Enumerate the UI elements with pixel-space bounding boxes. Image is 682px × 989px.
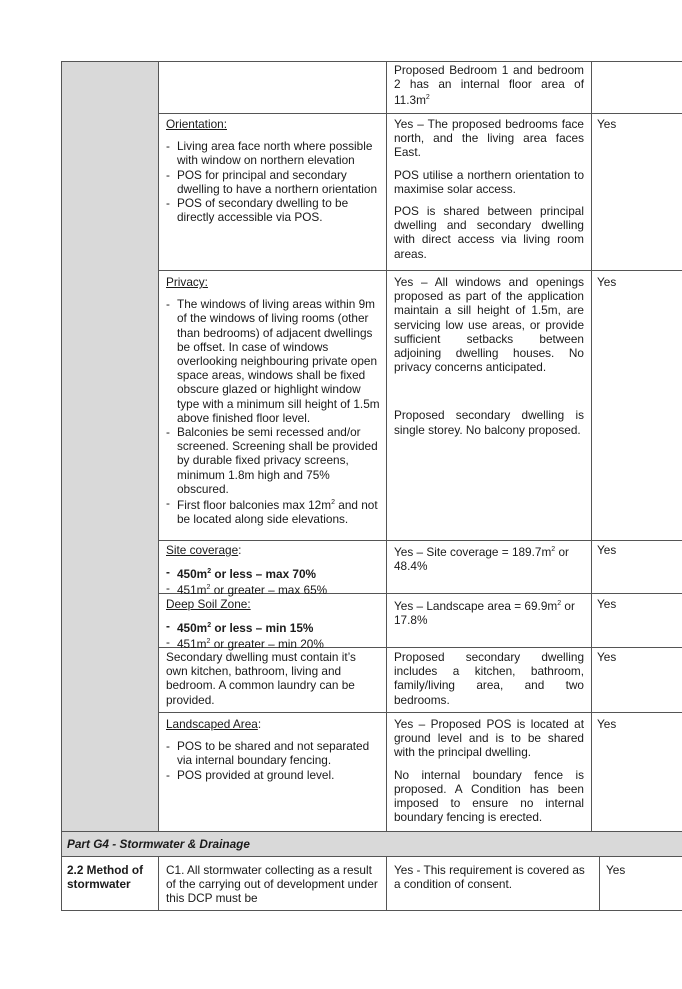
- list-item: - $451m^2$ or greater – min 20%: [166, 635, 382, 651]
- stormwater-control: C1. All stormwater collecting as a result of the carrying out of development under this DCP must be: [166, 863, 378, 906]
- list-item: - POS of secondary dwelling to be directly accessible via POS.: [166, 196, 382, 224]
- list-item: - $451m^2$ or greater – max 65%: [166, 581, 382, 597]
- grid-line: [386, 61, 387, 831]
- grid-line: [386, 856, 387, 911]
- orientation-comment: Yes – The proposed bedrooms face north, and the living area faces East. POS utilise a northern orientation to maximise solar access. POS is shared between principal dwelling and secondary dwelling with direct access via living room areas.: [394, 117, 584, 261]
- site-coverage-list: [166, 565, 382, 597]
- orientation-complies: Yes: [597, 117, 617, 131]
- privacy-list: [166, 297, 382, 526]
- deep-soil-list: [166, 619, 382, 651]
- secondary-comment: Proposed secondary dwelling includes a kitchen, bathroom, family/living area, and two bedrooms.: [394, 650, 584, 707]
- privacy-control: [166, 275, 382, 526]
- grid-line: [158, 856, 159, 911]
- grid-line: [158, 712, 682, 713]
- list-item: - The windows of living areas within 9m of the windows of living rooms (other than bedrooms) of adjacent dwellings be offset. In case of windows overlooking neighbouring private open space areas, windows shall be fixed obscure glazed or highlight window type with a minimum sill height of 1.5m above finished floor level.: [166, 297, 382, 425]
- grid-line: [158, 540, 682, 541]
- site-coverage-comment: Yes – Site coverage = $189.7m^2$ or 48.4%: [394, 544, 569, 574]
- list-item: - POS to be shared and not separated via internal boundary fencing.: [166, 739, 382, 767]
- deep-soil-control: [166, 597, 382, 651]
- grid-line: [158, 113, 682, 114]
- list-item: - First floor balconies $\max 12m^2$ and not be located along side elevations.: [166, 496, 382, 526]
- grid-line: [61, 831, 682, 832]
- bedroom-comment: Proposed Bedroom 1 and bedroom 2 has an internal floor area of $11.3m^2$: [394, 63, 584, 108]
- secondary-control: Secondary dwelling must contain it’s own kitchen, bathroom, living and bedroom. A common laundry can be provided.: [166, 650, 356, 707]
- landscaped-control: Landscaped Area: - POS to be shared and not separated via internal boundary fencing. - POS provided at ground level.: [166, 717, 382, 782]
- grid-line: [599, 856, 600, 911]
- stormwater-heading: 2.2 Method of stormwater: [67, 863, 144, 892]
- grid-line: [61, 856, 682, 857]
- grid-line: [158, 61, 159, 831]
- deep-soil-title: Deep Soil Zone:: [166, 597, 251, 611]
- list-item: - POS provided at ground level.: [166, 768, 382, 782]
- landscaped-list: [166, 739, 382, 782]
- grid-line: [158, 270, 682, 271]
- orientation-control: [166, 117, 382, 224]
- orientation-title: Orientation:: [166, 117, 227, 131]
- list-item: - Balconies be semi recessed and/or screened. Screening shall be provided by durable fixed privacy screens, minimum 1.8m high and 75% obscured.: [166, 425, 382, 496]
- grid-line: [61, 61, 62, 911]
- deep-soil-complies: Yes: [597, 597, 617, 611]
- heading-column-shade: [62, 61, 158, 831]
- privacy-complies: Yes: [597, 275, 617, 289]
- stormwater-complies: Yes: [606, 863, 626, 877]
- secondary-complies: Yes: [597, 650, 617, 664]
- site-coverage-complies: Yes: [597, 543, 617, 557]
- privacy-title: Privacy:: [166, 275, 208, 289]
- stormwater-comment: Yes - This requirement is covered as a condition of consent.: [394, 863, 585, 892]
- list-item: - $450m^2$ or less – max 70%: [166, 565, 382, 581]
- list-item: - $450m^2$ or less – min 15%: [166, 619, 382, 635]
- landscaped-title: Landscaped Area: [166, 717, 258, 731]
- grid-line: [591, 61, 592, 831]
- deep-soil-comment: Yes – Landscape area = $69.9m^2$ or 17.8%: [394, 598, 575, 628]
- privacy-comment: Yes – All windows and openings proposed as part of the application maintain a sill height of 1.5m, are servicing low use areas, or provide sufficient setbacks between adjoining dwelling houses. No privacy concerns anticipated. Proposed secondary dwelling is single storey. No balcony proposed.: [394, 275, 584, 437]
- site-coverage-title: Site coverage: [166, 543, 239, 557]
- list-item: - POS for principal and secondary dwelling to have a northern orientation: [166, 168, 382, 196]
- list-item: - Living area face north where possible with window on northern elevation: [166, 139, 382, 167]
- landscaped-comment: Yes – Proposed POS is located at ground level and is to be shared with the principal dwelling. No internal boundary fence is proposed. A Condition has been imposed to ensure no internal boundary fencing is erected.: [394, 717, 584, 825]
- section-title: Part G4 - Stormwater & Drainage: [67, 837, 250, 851]
- orientation-list: [166, 139, 382, 224]
- grid-line: [61, 61, 682, 62]
- grid-line: [61, 910, 682, 911]
- site-coverage-control: Site coverage: - $450m^2$ or less – max 70% - $451m^2$ or greater – max 65%: [166, 543, 382, 597]
- landscaped-complies: Yes: [597, 717, 617, 731]
